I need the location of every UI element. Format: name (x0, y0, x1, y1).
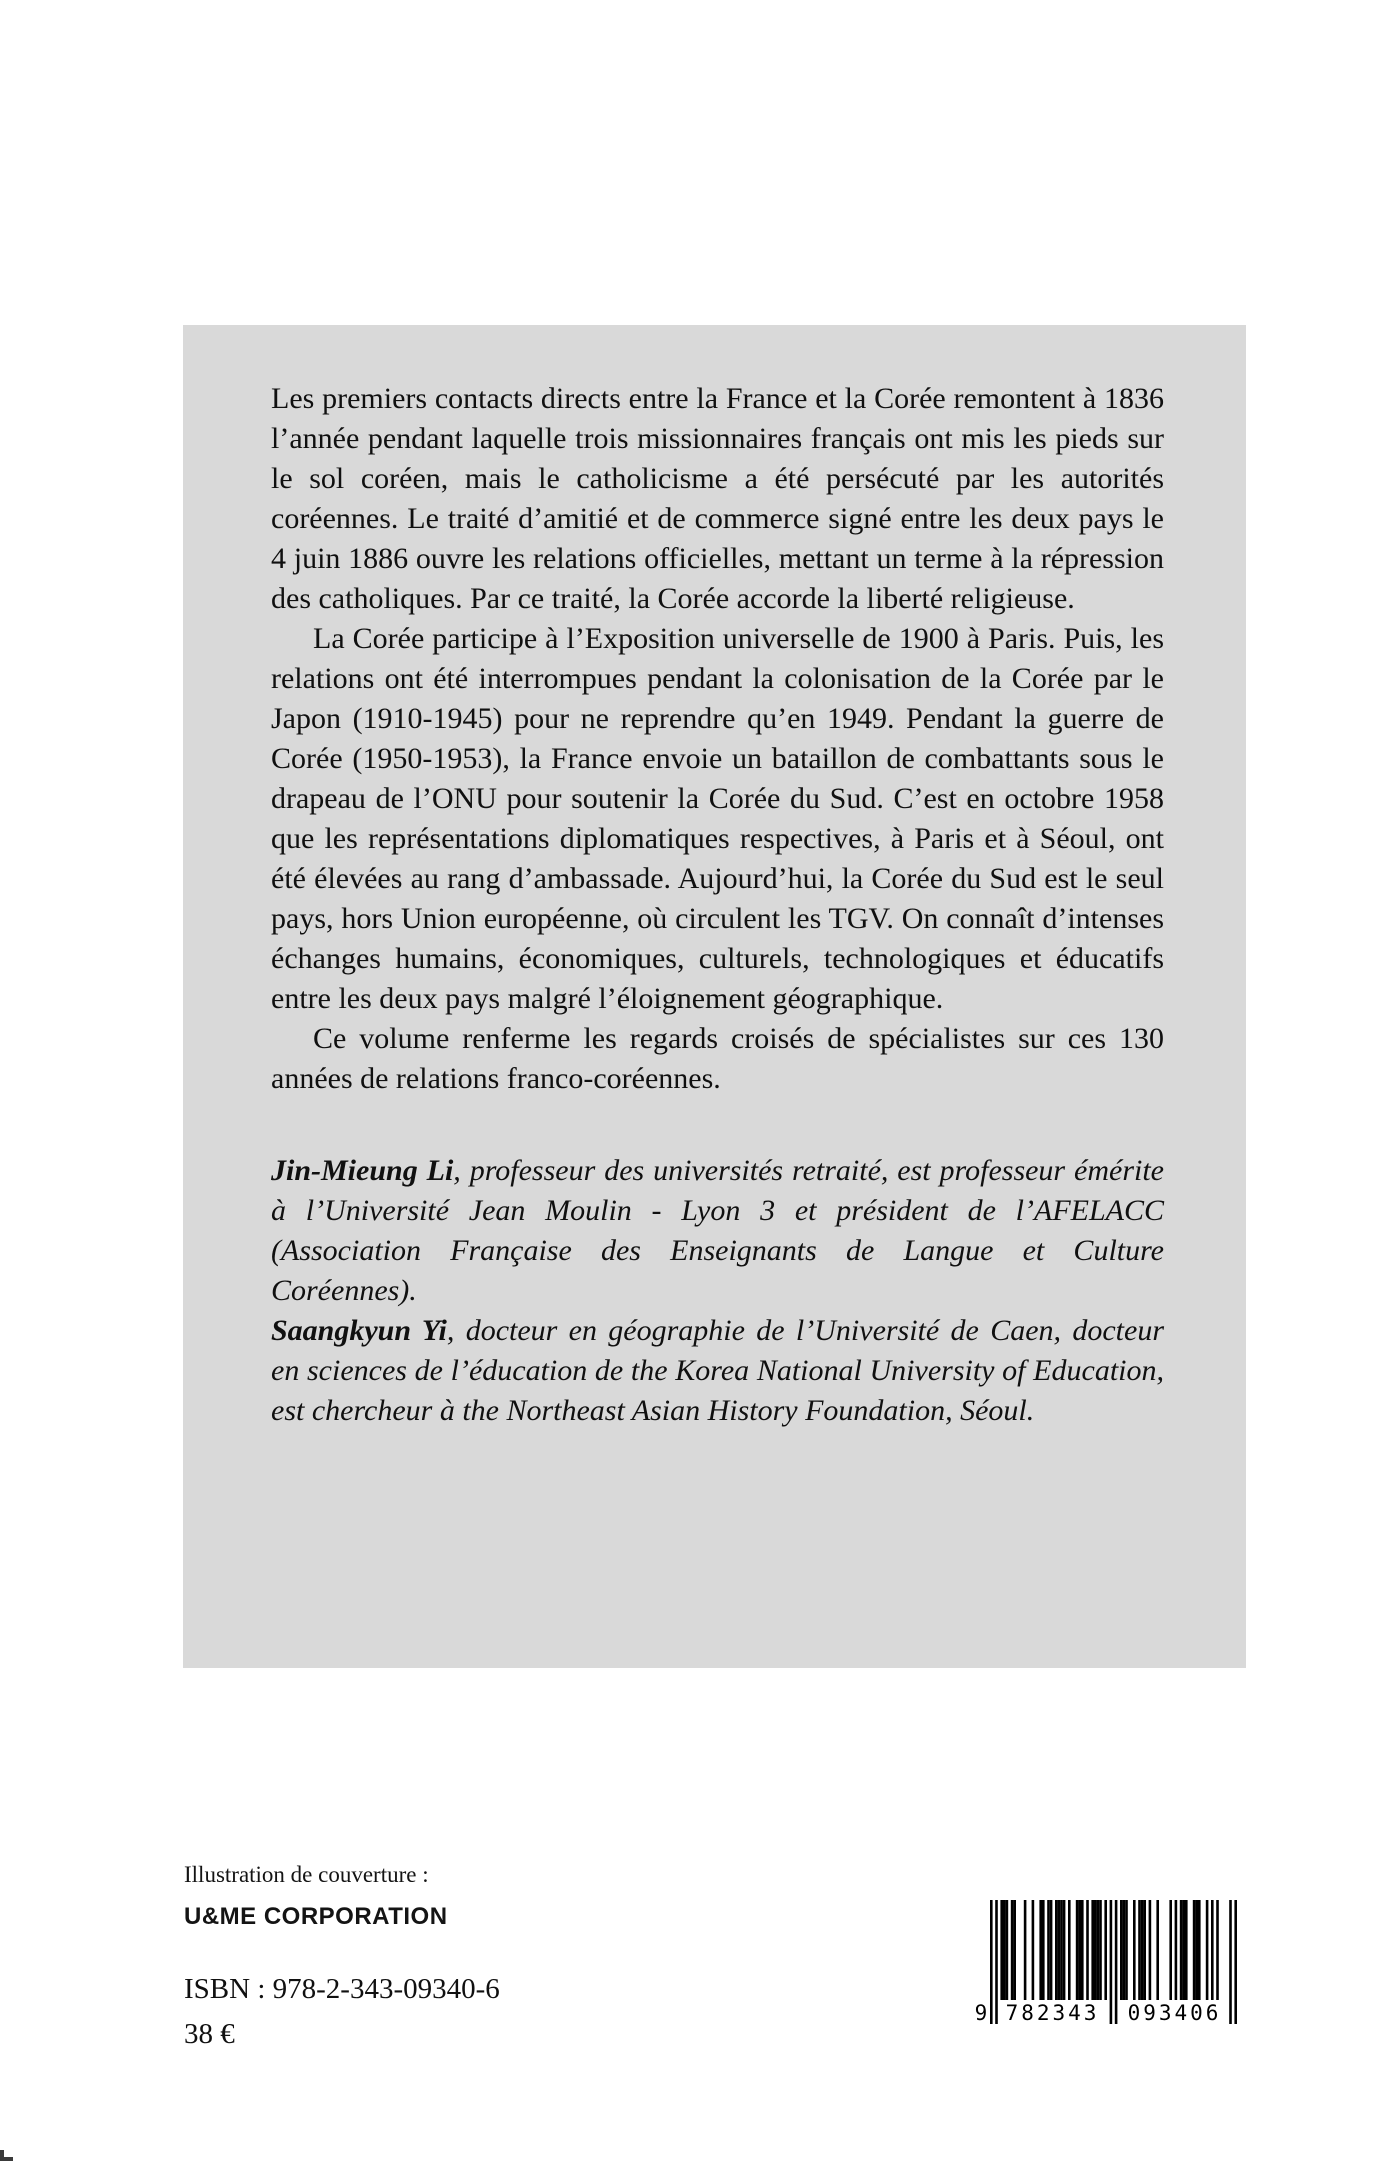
author-bio-text-1: , professeur des universités retraité, est professeur émérite à l’Université Jean Moulin - Lyon 3 et président de l’AFELACC (Association Française des Enseignants de Langue et Culture Coréennes). (271, 1154, 1164, 1307)
cover-illustration-credit: U&ME CORPORATION (184, 1903, 448, 1930)
back-cover-panel (183, 325, 1246, 1668)
synopsis-paragraph-1: Les premiers contacts directs entre la France et la Corée remontent à 1836 l’année pendant laquelle trois missionnaires français ont mis les pieds sur le sol coréen, mais le catholicisme a été persécuté par les autorités coréennes. Le traité d’amitié et de commerce signé entre les deux pays le 4 juin 1886 ouvre les relations officielles, mettant un terme à la répression des catholiques. Par ce traité, la Corée accorde la liberté religieuse. (271, 382, 1164, 615)
cover-illustration-label: Illustration de couverture : (184, 1862, 429, 1887)
author-name-1: Jin-Mieung Li (271, 1154, 454, 1187)
author-bios (271, 1151, 1164, 1431)
synopsis-paragraph-3: Ce volume renferme les regards croisés de spécialistes sur ces 130 années de relations franco-coréennes. (271, 1022, 1164, 1095)
author-bio-text-2: , docteur en géographie de l’Université de Caen, docteur en sciences de l’éducation de the Korea National University of Education, est chercheur à the Northeast Asian History Foundation, Séoul. (271, 1314, 1164, 1427)
barcode-digit-first: 9 (974, 2001, 988, 2025)
synopsis-paragraph-2: La Corée participe à l’Exposition universelle de 1900 à Paris. Puis, les relations ont été interrompues pendant la colonisation de la Corée par le Japon (1910-1945) pour ne reprendre qu’en 1949. Pendant la guerre de Corée (1950-1953), la France envoie un bataillon de combattants sous le drapeau de l’ONU pour soutenir la Corée du Sud. C’est en octobre 1958 que les représentations diplomatiques respectives, à Paris et à Séoul, ont été élevées au rang d’ambassade. Aujourd’hui, la Corée du Sud est le seul pays, hors Union européenne, où circulent les TGV. On connaît d’intenses échanges humains, économiques, culturels, technologiques et éducatifs entre les deux pays malgré l’éloignement géographique. (271, 622, 1164, 1015)
price: 38 € (184, 2018, 235, 2050)
barcode (972, 1900, 1256, 2030)
barcode-digit-group-1: 782343 (1005, 2001, 1100, 2025)
author-bio-1 (271, 1151, 1164, 1311)
author-bio-2 (271, 1311, 1164, 1431)
barcode-digit-group-2: 093406 (1127, 2001, 1222, 2025)
crop-mark (0, 2150, 13, 2161)
isbn-number: ISBN : 978-2-343-09340-6 (184, 1973, 500, 2005)
author-name-2: Saangkyun Yi (271, 1314, 447, 1347)
